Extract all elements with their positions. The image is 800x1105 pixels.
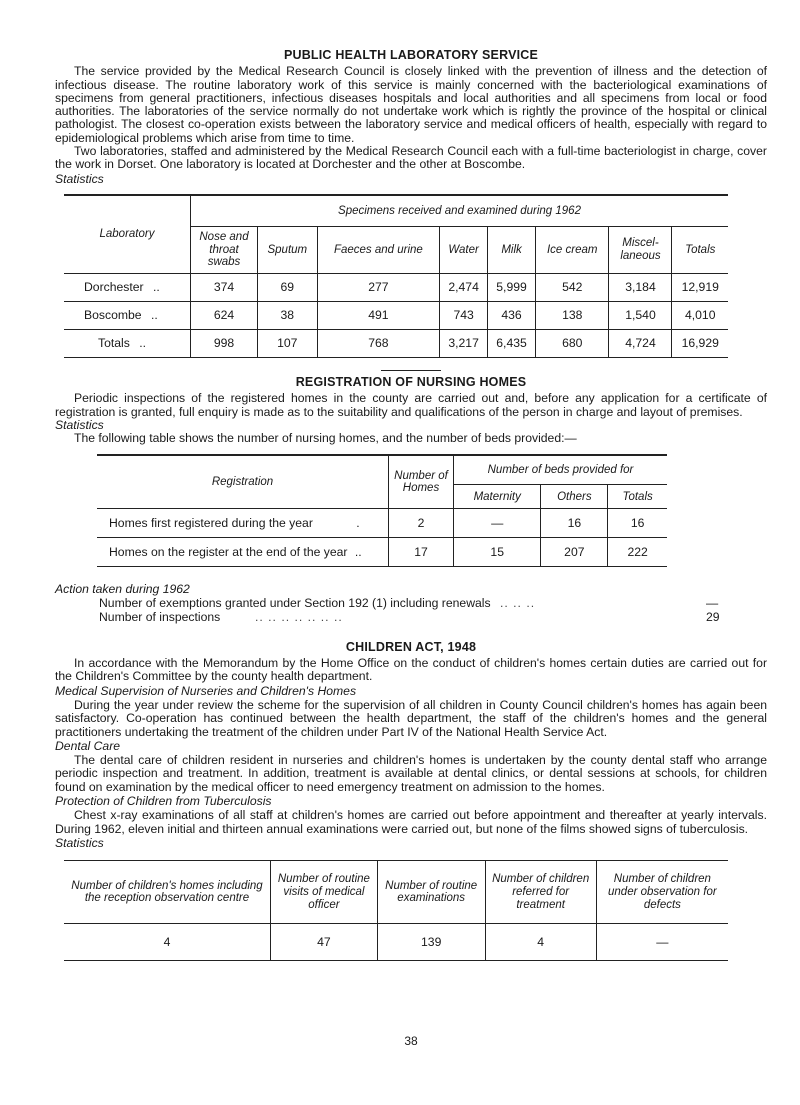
- cell: —: [454, 509, 541, 538]
- column-header: Sputum: [258, 226, 318, 273]
- cell: 1,540: [609, 301, 672, 329]
- cell: 16,929: [672, 329, 728, 357]
- column-header: Totals: [608, 485, 667, 509]
- column-header: Number of children under observation for defects: [596, 861, 728, 924]
- paragraph: The following table shows the number of nursing homes, and the number of beds provided:—: [74, 431, 577, 446]
- cell: 139: [377, 924, 485, 961]
- row-label: Homes on the register at the end of the year ..: [97, 538, 389, 567]
- section-title-nursing-homes: REGISTRATION OF NURSING HOMES: [295, 374, 527, 389]
- childrens-homes-table: [64, 860, 728, 961]
- cell: —: [596, 924, 728, 961]
- cell: 4: [485, 924, 596, 961]
- cell: 4,724: [609, 329, 672, 357]
- table-row: [64, 273, 728, 301]
- laboratory-header: Laboratory: [64, 195, 191, 273]
- row-label: Totals ..: [64, 329, 191, 357]
- cell: 138: [536, 301, 609, 329]
- cell: 998: [191, 329, 258, 357]
- cell: 6,435: [488, 329, 536, 357]
- action-label: Number of exemptions granted under Section 192 (1) including renewals: [99, 595, 491, 610]
- cell: 69: [258, 273, 318, 301]
- table-row: [64, 924, 728, 961]
- laboratory-specimens-table: [64, 194, 728, 358]
- paragraph: Periodic inspections of the registered homes in the county are carried out and, before any application for a certificate of registration is granted, full enquiry is made as to the suitability and qualifications of the person in charge and layout of premises.: [55, 391, 767, 419]
- cell: 38: [258, 301, 318, 329]
- cell: 222: [608, 538, 667, 567]
- column-header: Nose and throat swabs: [191, 226, 258, 273]
- cell: 12,919: [672, 273, 728, 301]
- paragraph: Two laboratories, staffed and administered by the Medical Research Council each with a full-time bacteriologist in charge, cover the work in Dorset. One laboratory is located at Dorchester and the other at Boscombe.: [55, 144, 767, 172]
- column-header: Ice cream: [536, 226, 609, 273]
- cell: 5,999: [488, 273, 536, 301]
- cell: 491: [317, 301, 440, 329]
- cell: 680: [536, 329, 609, 357]
- column-header: Miscel- laneous: [609, 226, 672, 273]
- cell: 4,010: [672, 301, 728, 329]
- cell: 47: [271, 924, 378, 961]
- subheading: Dental Care: [55, 738, 121, 753]
- row-label: Dorchester ..: [64, 273, 191, 301]
- statistics-subheading: Statistics: [55, 835, 104, 850]
- cell: 17: [389, 538, 454, 567]
- action-item: [55, 611, 767, 625]
- table-row-totals: [64, 329, 728, 357]
- paragraph: The service provided by the Medical Research Council is closely linked with the prevention of illness and the detection of infectious disease. The routine laboratory work of this service is mainly concerned with the bacteriological examinations of specimens from general practitioners, infectious diseases hospitals and local authorities and all specimens from local or food authorities. The laboratories of the service normally do not undertake work which is rightly the province of the hospital or clinical pathologist. The closest co-operation exists between the laboratory service and medical officers of health, especially with regard to epidemiological problems which arise from time to time.: [55, 64, 767, 145]
- statistics-subheading: Statistics: [55, 171, 104, 186]
- cell: 15: [454, 538, 541, 567]
- section-title-public-health: PUBLIC HEALTH LABORATORY SERVICE: [283, 48, 539, 62]
- column-header: Water: [440, 226, 488, 273]
- row-label: Homes first registered during the year .: [97, 509, 389, 538]
- action-value: —: [706, 595, 719, 610]
- leader-dots: .. .. .. .. .. .. ..: [255, 609, 343, 624]
- paragraph: During the year under review the scheme for the supervision of all children in County Council children's homes has again been satisfactory. Co-operation has continued between the health department, the staff of the children's homes and the general practitioners undertaking the treatment of the children under Part IV of the National Health Service Act.: [55, 697, 767, 739]
- subheading: Protection of Children from Tuberculosis: [55, 794, 272, 809]
- table-row: [97, 509, 667, 538]
- cell: 207: [541, 538, 608, 567]
- cell: 3,217: [440, 329, 488, 357]
- cell: 2,474: [440, 273, 488, 301]
- column-header: Number of children's homes including the reception observation centre: [64, 861, 271, 924]
- cell: 16: [608, 509, 667, 538]
- nursing-homes-table: [97, 454, 667, 567]
- number-of-homes-header: Number of Homes: [389, 456, 454, 509]
- cell: 624: [191, 301, 258, 329]
- column-header: Number of routine examinations: [377, 861, 485, 924]
- paragraph: The dental care of children resident in nurseries and children's homes is undertaken by the county dental staff who arrange periodic inspection and treatment. In addition, treatment is available at dental clinics, or dental sessions at schools, for children found on examination by the medical officer to need emergency treatment on admission to the homes.: [55, 753, 767, 794]
- specimens-group-header: Specimens received and examined during 1962: [191, 195, 729, 226]
- cell: 107: [258, 329, 318, 357]
- action-taken-block: [55, 583, 767, 624]
- row-label: Boscombe ..: [64, 301, 191, 329]
- table-row: [97, 538, 667, 567]
- column-header: Number of children referred for treatment: [485, 861, 596, 924]
- paragraph: Chest x-ray examinations of all staff at children's homes are carried out before appointment and thereafter at yearly intervals. During 1962, eleven initial and thirteen annual examinations were carried out, but none of the films showed signs of tuberculosis.: [55, 808, 767, 836]
- statistics-subheading: Statistics: [55, 417, 104, 432]
- cell: 374: [191, 273, 258, 301]
- cell: 2: [389, 509, 454, 538]
- cell: 277: [317, 273, 440, 301]
- table-row: [64, 301, 728, 329]
- action-heading: Action taken during 1962: [55, 582, 190, 597]
- document-page: [55, 49, 767, 961]
- column-header: Maternity: [454, 485, 541, 509]
- column-header: Others: [541, 485, 608, 509]
- divider: [381, 370, 441, 371]
- page-number: 38: [404, 1034, 418, 1048]
- action-label: Number of inspections: [99, 609, 221, 624]
- subheading: Medical Supervision of Nurseries and Children's Homes: [55, 683, 357, 698]
- cell: 4: [64, 924, 271, 961]
- leader-dots: .. .. ..: [500, 595, 536, 610]
- column-header: Totals: [672, 226, 728, 273]
- registration-header: Registration: [97, 456, 389, 509]
- cell: 743: [440, 301, 488, 329]
- cell: 768: [317, 329, 440, 357]
- beds-header: Number of beds provided for: [454, 456, 668, 485]
- cell: 16: [541, 509, 608, 538]
- cell: 542: [536, 273, 609, 301]
- column-header: Faeces and urine: [317, 226, 440, 273]
- action-value: 29: [706, 609, 720, 624]
- column-header: Milk: [488, 226, 536, 273]
- action-item: [55, 597, 767, 611]
- cell: 3,184: [609, 273, 672, 301]
- section-title-children-act: CHILDREN ACT, 1948: [345, 639, 477, 654]
- column-header: Number of routine visits of medical officer: [271, 861, 378, 924]
- cell: 436: [488, 301, 536, 329]
- paragraph: In accordance with the Memorandum by the Home Office on the conduct of children's homes certain duties are carried out for the Children's Committee by the county health department.: [55, 656, 767, 684]
